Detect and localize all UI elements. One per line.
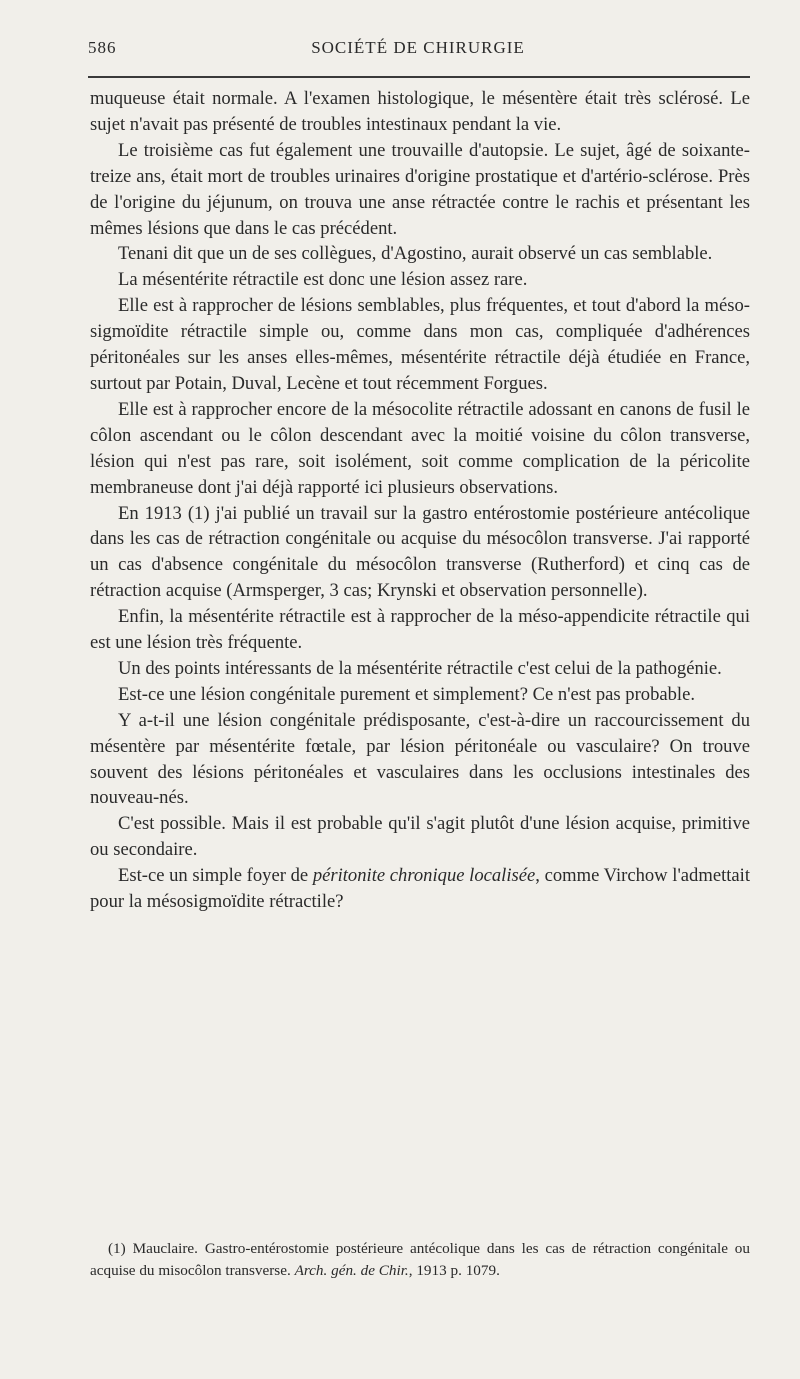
paragraph: Elle est à rapprocher de lésions semblables, plus fréquentes, et tout d'abord la méso-sigmoïdite rétractile simple ou, comme dans mon cas, compliquée d'adhérences péritonéales sur les anses elles-mêmes, mésentérite rétractile déjà étudiée en France, surtout par Potain, Duval, Lecène et tout récemment Forgues.	[90, 295, 750, 394]
paragraph: Le troisième cas fut également une trouvaille d'autopsie. Le sujet, âgé de soixante-treize ans, était mort de troubles urinaires d'origine prostatique et d'artério-sclérose. Près de l'origine du jéjunum, on trouva une anse rétractée contre le rachis et présentant les mêmes lésions que dans le cas précédent.	[90, 139, 750, 239]
paragraph: Un des points intéressants de la mésentérite rétractile c'est celui de la pathogénie.	[118, 657, 722, 679]
paragraph-last	[90, 863, 750, 915]
paragraph: Elle est à rapprocher encore de la mésocolite rétractile adossant en canons de fusil le côlon ascendant ou le côlon descendant avec la moitié voisine du côlon transverse, lésion qui n'est pas rare, soit isolément, soit comme complication de la péricolite membraneuse dont j'ai déjà rapporté ici plusieurs observations.	[90, 398, 750, 498]
paragraph: Est-ce une lésion congénitale purement et simplement? Ce n'est pas probable.	[118, 683, 695, 705]
footnote-run: (1) Mauclaire. Gastro-entérostomie postérieure antécolique dans les cas de rétraction congénitale ou acquise du misocôlon transverse.	[90, 1240, 750, 1279]
paragraph: Y a-t-il une lésion congénitale prédisposante, c'est-à-dire un raccourcissement du mésentère par mésentérite fœtale, par lésion péritonéale ou vasculaire? On trouve souvent des lésions péritonéales et vasculaires dans les occlusions intestinales des nouveau-nés.	[90, 709, 750, 809]
paragraph: La mésentérite rétractile est donc une lésion assez rare.	[118, 269, 528, 291]
page-header	[88, 38, 748, 62]
footnote-text	[90, 1238, 750, 1281]
paragraph: En 1913 (1) j'ai publié un travail sur la gastro entérostomie postérieure antécolique dans les cas de rétraction congénitale ou acquise du mésocôlon transverse. J'ai rapporté un cas d'absence congénitale du mésocôlon transverse (Rutherford) et cinq cas de rétraction acquise (Armsperger, 3 cas; Krynski et observation personnelle).	[90, 502, 750, 602]
paragraph: Tenani dit que un de ses collègues, d'Agostino, aurait observé un cas semblable.	[118, 243, 713, 265]
running-title: SOCIÉTÉ DE CHIRURGIE	[311, 38, 525, 57]
paragraph: Enfin, la mésentérite rétractile est à rapprocher de la méso-appendicite rétractile qui est une lésion très fréquente.	[90, 606, 750, 654]
text-run: , comme Virchow l'admettait pour la mésosigmoïdite rétractile?	[90, 865, 750, 913]
header-rule	[88, 76, 750, 78]
paragraph: C'est possible. Mais il est probable qu'il s'agit plutôt d'une lésion acquise, primitive ou secondaire.	[90, 813, 750, 861]
italic-phrase: péritonite chronique localisée	[312, 865, 536, 887]
footnote-journal: Arch. gén. de Chir.	[294, 1261, 409, 1279]
footnote	[90, 1238, 750, 1281]
page-number: 586	[88, 38, 117, 57]
footnote-run: , 1913 p. 1079.	[408, 1261, 500, 1279]
text-run: Est-ce un simple foyer de	[118, 865, 313, 887]
paragraph: muqueuse était normale. A l'examen histologique, le mésentère était très sclérosé. Le sujet n'avait pas présenté de troubles intestinaux pendant la vie.	[90, 88, 750, 135]
body-text	[90, 86, 750, 915]
